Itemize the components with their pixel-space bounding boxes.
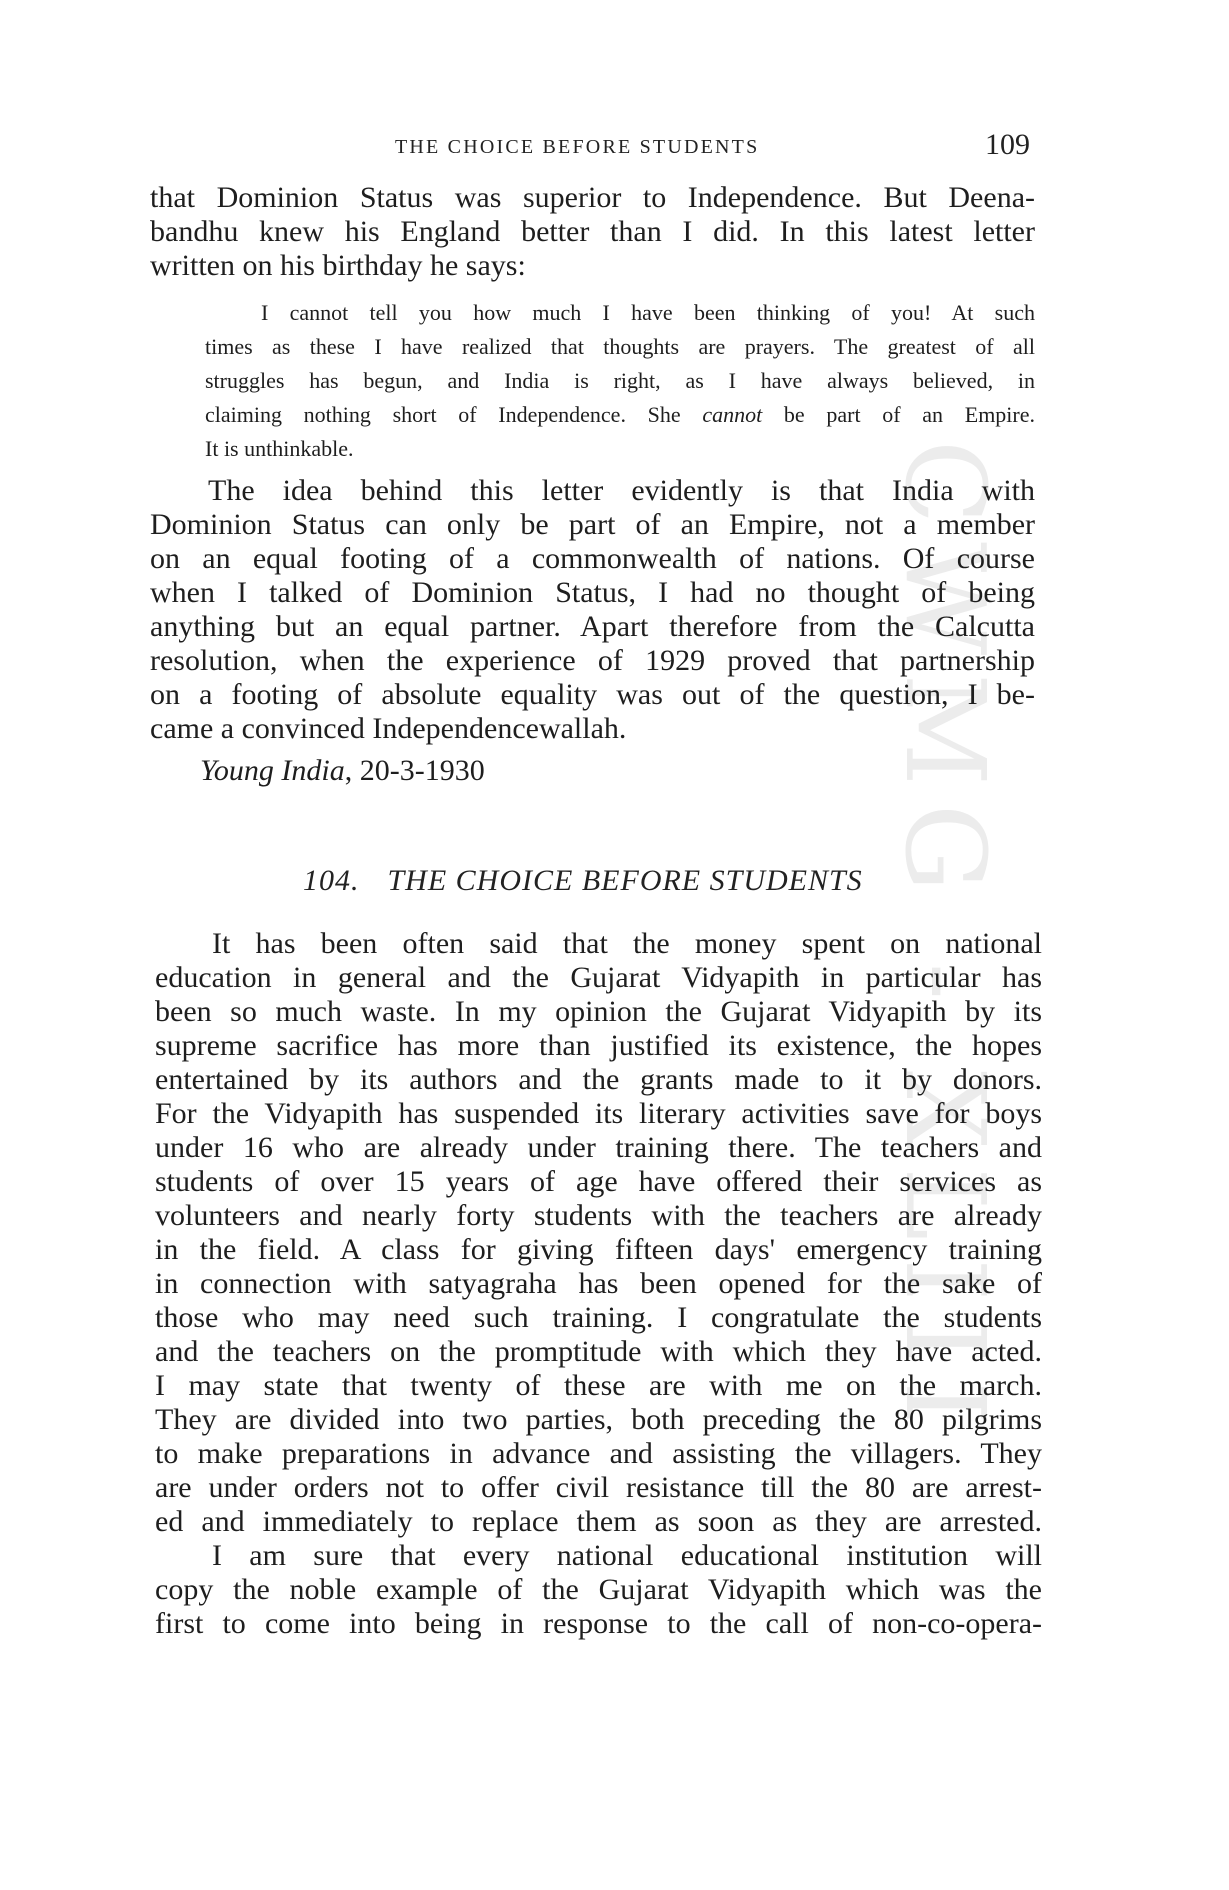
text-line: students of over 15 years of age have offered their services as xyxy=(155,1165,1042,1198)
text-line: It has been often said that the money spent on national xyxy=(212,927,1042,960)
text-line: supreme sacrifice has more than justified its existence, the hopes xyxy=(155,1029,1042,1062)
text-line: The idea behind this letter evidently is that India with xyxy=(208,474,1035,507)
text-line: when I talked of Dominion Status, I had no thought of being xyxy=(150,576,1035,609)
publication-name: Young India xyxy=(200,754,345,787)
text-line: that Dominion Status was superior to Independence. But Deena- xyxy=(150,181,1035,214)
text-line: I may state that twenty of these are with me on the march. xyxy=(155,1369,1042,1402)
publication-date: , 20-3-1930 xyxy=(344,754,485,787)
text-line: anything but an equal partner. Apart therefore from the Calcutta xyxy=(150,610,1035,643)
text-line: those who may need such training. I congratulate the students xyxy=(155,1301,1042,1334)
text-line: in connection with satyagraha has been opened for the sake of xyxy=(155,1267,1042,1300)
watermark: CWMG - XLIII xyxy=(881,440,1009,1443)
text-line: ed and immediately to replace them as soon as they are arrested. xyxy=(155,1505,1042,1538)
text-line: on a footing of absolute equality was out of the question, I be- xyxy=(150,678,1035,711)
text-line: education in general and the Gujarat Vidyapith in particular has xyxy=(155,961,1042,994)
text-line: resolution, when the experience of 1929 proved that partnership xyxy=(150,644,1035,677)
text-line: For the Vidyapith has suspended its literary activities save for boys xyxy=(155,1097,1042,1130)
text-line: volunteers and nearly forty students with the teachers are already xyxy=(155,1199,1042,1232)
text-line: Dominion Status can only be part of an Empire, not a member xyxy=(150,508,1035,541)
text-line: came a convinced Independencewallah. xyxy=(150,712,627,745)
quote-line xyxy=(205,398,1035,432)
text-line: copy the noble example of the Gujarat Vidyapith which was the xyxy=(155,1573,1042,1606)
text-line: under 16 who are already under training there. The teachers and xyxy=(155,1131,1042,1164)
text-line: to make preparations in advance and assisting the villagers. They xyxy=(155,1437,1042,1470)
text-line: I am sure that every national educational institution will xyxy=(212,1539,1042,1572)
citation-line xyxy=(200,754,485,788)
text-line: and the teachers on the promptitude with which they have acted. xyxy=(155,1335,1042,1368)
text-line: are under orders not to offer civil resistance till the 80 are arrest- xyxy=(155,1471,1042,1504)
text-line: They are divided into two parties, both preceding the 80 pilgrims xyxy=(155,1403,1042,1436)
quote-text-run: be part of an Empire. xyxy=(762,402,1036,427)
page-number: 109 xyxy=(985,128,1030,161)
quote-emphasis: cannot xyxy=(702,402,763,427)
text-line: entertained by its authors and the grants made to it by donors. xyxy=(155,1063,1042,1096)
quote-line: struggles has begun, and India is right, as I have always believed, in xyxy=(205,368,1035,393)
text-line: been so much waste. In my opinion the Gujarat Vidyapith by its xyxy=(155,995,1042,1028)
section-title: THE CHOICE BEFORE STUDENTS xyxy=(387,864,863,897)
quote-line: I cannot tell you how much I have been thinking of you! At such xyxy=(261,300,1035,325)
text-line: bandhu knew his England better than I did. In this latest letter xyxy=(150,215,1035,248)
quote-line: times as these I have realized that thoughts are prayers. The greatest of all xyxy=(205,334,1035,359)
text-line: written on his birthday he says: xyxy=(150,249,526,282)
quote-text-run: claiming nothing short of Independence. She xyxy=(205,402,703,427)
section-heading xyxy=(303,864,863,898)
running-head: THE CHOICE BEFORE STUDENTS xyxy=(395,136,760,158)
section-number: 104. xyxy=(303,864,360,897)
text-line: first to come into being in response to the call of non-co-opera- xyxy=(155,1607,1042,1640)
text-line: on an equal footing of a commonwealth of nations. Of course xyxy=(150,542,1035,575)
quote-line: It is unthinkable. xyxy=(205,436,354,461)
text-line: in the field. A class for giving fifteen days' emergency training xyxy=(155,1233,1042,1266)
